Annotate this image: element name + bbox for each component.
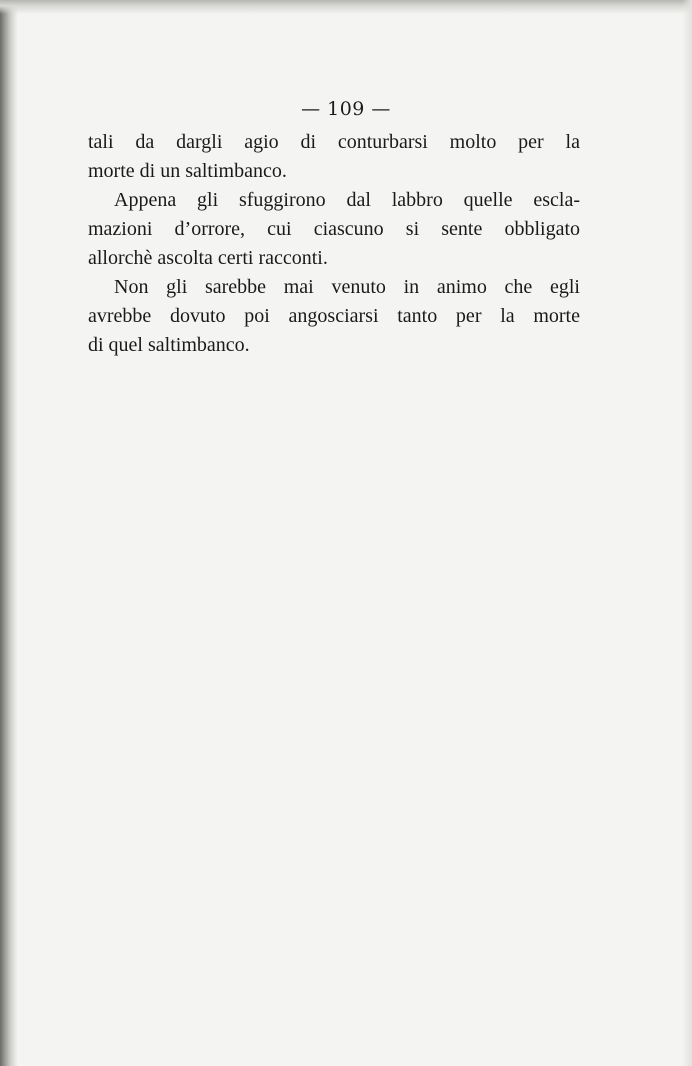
- page-right-shadow: [682, 0, 692, 1066]
- text-line: morte di un saltimbanco.: [88, 160, 287, 182]
- text-line: Non gli sarebbe mai venuto in animo che egli: [114, 276, 580, 298]
- paragraph: [88, 186, 580, 273]
- text-line: Appena gli sfuggirono dal labbro quelle escla-: [114, 189, 580, 211]
- body-text: [88, 128, 580, 360]
- text-line: avrebbe dovuto poi angosciarsi tanto per la morte: [88, 305, 580, 327]
- page-top-shadow: [0, 0, 692, 14]
- text-line: di quel saltimbanco.: [88, 334, 250, 356]
- text-line: mazioni d’orrore, cui ciascuno si sente obbligato: [88, 218, 580, 240]
- page-edge-shadow: [0, 0, 18, 1066]
- paragraph: [88, 273, 580, 360]
- page-number: — 109 —: [301, 98, 391, 120]
- text-line: allorchè ascolta certi racconti.: [88, 247, 328, 269]
- text-line: tali da dargli agio di conturbarsi molto per la: [88, 131, 580, 153]
- paragraph: [88, 128, 580, 186]
